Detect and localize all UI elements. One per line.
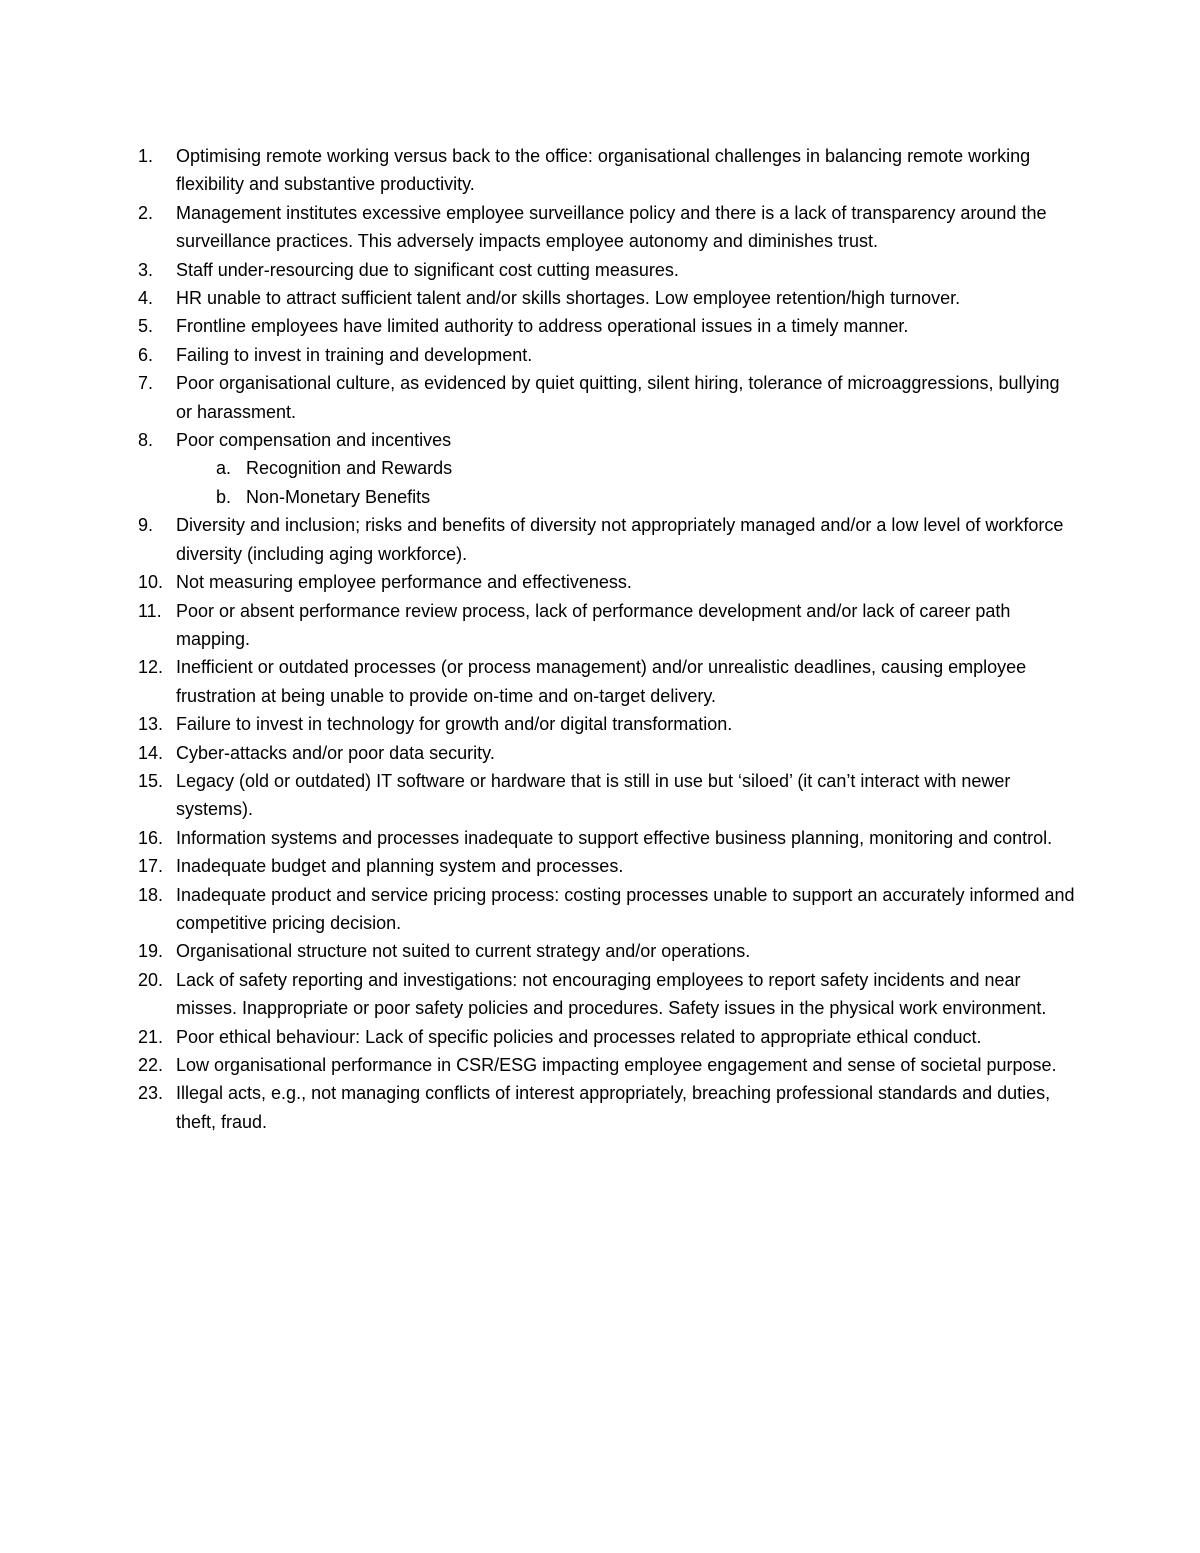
list-item-text: HR unable to attract sufficient talent and/or skills shortages. Low employee retention/high turnover. xyxy=(176,288,961,309)
list-item xyxy=(138,426,1078,511)
list-item-text: Cyber-attacks and/or poor data security. xyxy=(176,742,495,763)
list-item xyxy=(138,1023,1078,1051)
list-item-number: 15. xyxy=(138,770,164,791)
list-item xyxy=(138,966,1078,1023)
list-item-number: 1. xyxy=(138,146,154,166)
list-item xyxy=(138,284,1078,312)
sub-list xyxy=(176,454,1078,511)
list-item xyxy=(138,852,1078,880)
list-item-number: 4. xyxy=(138,288,154,309)
list-item-number: 19. xyxy=(138,941,164,962)
list-item-text: Inadequate product and service pricing process: costing processes unable to support an accurately informed and competitive pricing decision. xyxy=(176,884,1075,933)
list-item-text: Poor ethical behaviour: Lack of specific policies and processes related to appropriate ethical conduct. xyxy=(176,1026,982,1047)
list-item xyxy=(138,568,1078,596)
list-item-number: 23. xyxy=(138,1083,164,1104)
list-item xyxy=(138,256,1078,284)
list-item-number: 14. xyxy=(138,742,164,763)
list-item-text: Inefficient or outdated processes (or process management) and/or unrealistic deadlines, causing employee frustration at being unable to provide on-time and on-target delivery. xyxy=(176,657,1027,706)
list-item xyxy=(138,511,1078,568)
list-item-text: Inadequate budget and planning system and processes. xyxy=(176,856,624,877)
list-item-number: 11. xyxy=(138,600,162,621)
list-item-number: 7. xyxy=(138,373,154,394)
sub-list-item-letter: b. xyxy=(216,486,232,507)
list-item xyxy=(138,312,1078,340)
list-item-number: 13. xyxy=(138,714,164,735)
list-item-text: Not measuring employee performance and effectiveness. xyxy=(176,572,632,593)
list-item-number: 6. xyxy=(138,344,154,365)
list-item xyxy=(138,142,1078,199)
list-item-number: 18. xyxy=(138,884,164,905)
list-item-text: Diversity and inclusion; risks and benefits of diversity not appropriately managed and/or a low level of workforce diversity (including aging workforce). xyxy=(176,515,1064,564)
list-item-number: 9. xyxy=(138,515,154,536)
list-item-text: Optimising remote working versus back to the office: organisational challenges in balancing remote working flexibility and substantive productivity. xyxy=(176,146,1031,195)
list-item-text: Management institutes excessive employee surveillance policy and there is a lack of transparency around the surveillance practices. This adversely impacts employee autonomy and diminishes trust. xyxy=(176,202,1047,252)
list-item-number: 22. xyxy=(138,1055,164,1075)
list-item-number: 12. xyxy=(138,657,164,678)
list-item xyxy=(138,341,1078,369)
list-item xyxy=(138,199,1078,256)
sub-list-item xyxy=(176,483,1078,511)
list-item xyxy=(138,597,1078,654)
list-item-text: Illegal acts, e.g., not managing conflicts of interest appropriately, breaching professional standards and duties, theft, fraud. xyxy=(176,1083,1051,1132)
sub-list-item-text: Non-Monetary Benefits xyxy=(246,486,431,507)
list-item xyxy=(138,767,1078,824)
list-item-text: Lack of safety reporting and investigations: not encouraging employees to report safety incidents and near misses. Inappropriate or poor safety policies and procedures. Safety issues in the physical work environment. xyxy=(176,969,1047,1019)
list-item xyxy=(138,824,1078,852)
list-item-number: 2. xyxy=(138,202,154,223)
list-item-text: Staff under-resourcing due to significant cost cutting measures. xyxy=(176,259,679,280)
list-item-number: 3. xyxy=(138,259,154,280)
list-item-text: Poor organisational culture, as evidenced by quiet quitting, silent hiring, tolerance of microaggressions, bullying or harassment. xyxy=(176,373,1060,422)
list-item-text: Organisational structure not suited to current strategy and/or operations. xyxy=(176,941,751,962)
list-item-number: 20. xyxy=(138,969,164,990)
numbered-list xyxy=(138,142,1078,1136)
list-item-number: 16. xyxy=(138,827,164,848)
list-item xyxy=(138,739,1078,767)
list-item-text: Failure to invest in technology for growth and/or digital transformation. xyxy=(176,714,733,735)
sub-list-item-letter: a. xyxy=(216,458,232,479)
list-item-text: Poor compensation and incentives xyxy=(176,430,452,451)
sub-list-item-text: Recognition and Rewards xyxy=(246,458,453,479)
list-item-text: Failing to invest in training and development. xyxy=(176,344,533,365)
list-item xyxy=(138,1079,1078,1136)
list-item-text: Frontline employees have limited authority to address operational issues in a timely manner. xyxy=(176,316,909,337)
list-item xyxy=(138,881,1078,938)
list-item-text: Poor or absent performance review process, lack of performance development and/or lack of career path mapping. xyxy=(176,600,1011,649)
list-item-text: Legacy (old or outdated) IT software or hardware that is still in use but ‘siloed’ (it can’t interact with newer systems). xyxy=(176,770,1011,820)
sub-list-item xyxy=(176,454,1078,482)
list-item-number: 5. xyxy=(138,316,154,337)
list-item-number: 8. xyxy=(138,430,154,451)
list-item-text: Low organisational performance in CSR/ESG impacting employee engagement and sense of societal purpose. xyxy=(176,1055,1057,1075)
list-item xyxy=(138,653,1078,710)
list-item-text: Information systems and processes inadequate to support effective business planning, monitoring and control. xyxy=(176,827,1053,848)
list-item xyxy=(138,369,1078,426)
list-item xyxy=(138,1051,1078,1079)
list-item-number: 10. xyxy=(138,572,164,593)
list-item xyxy=(138,937,1078,965)
list-item xyxy=(138,710,1078,738)
list-item-number: 17. xyxy=(138,856,164,877)
list-item-number: 21. xyxy=(138,1026,164,1047)
